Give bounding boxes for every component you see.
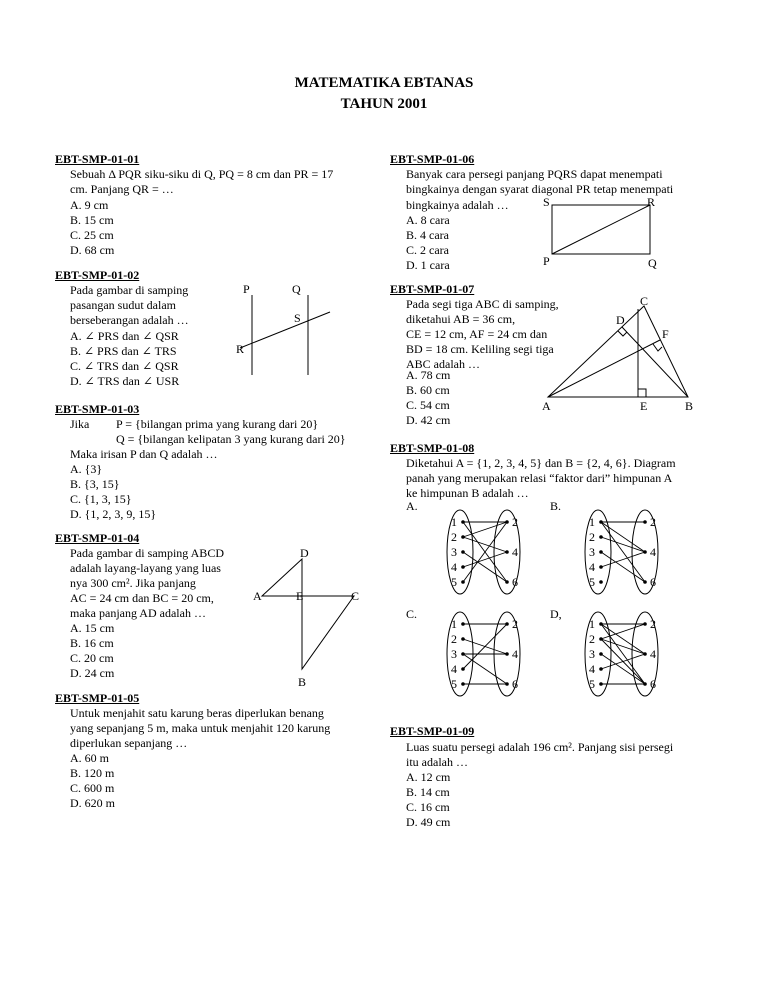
question-text: cm. Panjang QR = … [70, 182, 174, 196]
label-r: R [236, 342, 245, 356]
option-d: D. 24 cm [70, 666, 115, 680]
question-text: diketahui AB = 36 cm, [406, 312, 516, 326]
set-a-element: 1 [589, 617, 595, 631]
relation-arrow [463, 624, 507, 669]
set-a-element: 1 [589, 515, 595, 529]
question-text: bingkainya dengan syarat diagonal PR tetap menempati [406, 182, 674, 196]
set-b-element: 4 [650, 545, 656, 559]
option-label-c: C. [406, 607, 418, 621]
set-b-element: 2 [650, 515, 656, 529]
set-b-element: 6 [512, 575, 518, 589]
option-d: D. 49 cm [406, 815, 451, 829]
question-text: yang sepanjang 5 m, maka untuk menjahit 120 karung [70, 721, 331, 735]
question-text: bingkainya adalah … [406, 198, 509, 212]
title-line1: MATEMATIKA EBTANAS [294, 75, 474, 91]
question-text: Untuk menjahit satu karung beras diperlukan benang [70, 706, 324, 720]
triangle-figure [540, 295, 700, 415]
title-line2: TAHUN 2001 [340, 96, 428, 112]
question-text: nya 300 cm². Jika panjang [70, 576, 196, 590]
option-b: B. {3, 15} [70, 477, 120, 491]
question-code: EBT-SMP-01-08 [390, 441, 475, 455]
option-b: B. ∠ PRS dan ∠ TRS [70, 344, 177, 358]
option-d: D. {1, 2, 3, 9, 15} [70, 507, 157, 521]
relation-arrow [601, 654, 645, 684]
question-text: maka panjang AD adalah … [70, 606, 206, 620]
set-b-element: 4 [512, 647, 518, 661]
question-text: Sebuah Δ PQR siku-siku di Q, PQ = 8 cm dan PR = 17 [70, 167, 334, 181]
option-a: A. 9 cm [70, 198, 109, 212]
label-a: A [542, 399, 551, 413]
question-text: pasangan sudut dalam [70, 298, 176, 312]
set-a-element: 2 [589, 530, 595, 544]
question-text: CE = 12 cm, AF = 24 cm dan [406, 327, 548, 341]
set-a-element: 4 [451, 662, 457, 676]
question-code: EBT-SMP-01-04 [55, 531, 140, 545]
label-b: B [298, 675, 307, 689]
question-text: panah yang merupakan relasi “faktor dari” himpunan A [406, 471, 673, 485]
option-b: B. 16 cm [70, 636, 114, 650]
relation-arrow [601, 537, 645, 552]
set-b-element: 2 [512, 617, 518, 631]
question-text: Pada gambar di samping [70, 283, 189, 297]
option-c: C. 600 m [70, 781, 115, 795]
arrow-diagram-c [445, 610, 535, 700]
arrow-diagram-a [445, 508, 535, 598]
label-a: A [253, 589, 262, 603]
set-a-element: 2 [451, 530, 457, 544]
label-s: S [294, 311, 301, 325]
set-b-element: 4 [650, 647, 656, 661]
option-a: A. 78 cm [406, 368, 451, 382]
set-q-definition: Q = {bilangan kelipatan 3 yang kurang dari 20} [116, 432, 346, 446]
option-c: C. ∠ TRS dan ∠ QSR [70, 359, 179, 373]
question-text: BD = 18 cm. Keliling segi tiga [406, 342, 554, 356]
set-a-element: 4 [589, 560, 595, 574]
option-b: B. 60 cm [406, 383, 450, 397]
option-d: D. 1 cara [406, 258, 450, 272]
option-c: C. {1, 3, 15} [70, 492, 132, 506]
option-label-b: B. [550, 499, 562, 513]
set-a-element: 4 [589, 662, 595, 676]
option-c: C. 25 cm [70, 228, 114, 242]
question-text: adalah layang-layang yang luas [70, 561, 221, 575]
question-code: EBT-SMP-01-06 [390, 152, 475, 166]
option-b: B. 4 cara [406, 228, 449, 242]
option-b: B. 14 cm [406, 785, 450, 799]
question-text: berseberangan adalah … [70, 313, 189, 327]
question-code: EBT-SMP-01-01 [55, 152, 140, 166]
question-text: Pada segi tiga ABC di samping, [406, 297, 559, 311]
option-d: D. ∠ TRS dan ∠ USR [70, 374, 180, 388]
relation-arrow [601, 654, 645, 669]
label-r: R [647, 195, 656, 209]
set-a-element: 4 [451, 560, 457, 574]
label-d: D [616, 313, 625, 327]
relation-arrow [463, 537, 507, 552]
set-a-element: 5 [451, 677, 457, 691]
option-a: A. 8 cara [406, 213, 450, 227]
option-b: B. 120 m [70, 766, 115, 780]
set-a-element: 2 [589, 632, 595, 646]
relation-arrow [601, 624, 645, 654]
option-a: A. 60 m [70, 751, 109, 765]
option-b: B. 15 cm [70, 213, 114, 227]
option-d: D. 620 m [70, 796, 115, 810]
question-text: Diketahui A = {1, 2, 3, 4, 5} dan B = {2, 4, 6}. Diagram [406, 456, 676, 470]
jika-label: Jika [70, 417, 90, 431]
relation-arrow [601, 522, 645, 582]
label-e: E [296, 589, 304, 603]
option-a: A. 12 cm [406, 770, 451, 784]
set-b-element: 2 [512, 515, 518, 529]
rectangle-figure [540, 195, 670, 270]
relation-arrow [463, 552, 507, 567]
label-c: C [640, 294, 649, 308]
set-a-element: 3 [451, 647, 457, 661]
set-b-element: 6 [650, 575, 656, 589]
question-code: EBT-SMP-01-07 [390, 282, 475, 296]
set-a-element: 5 [589, 677, 595, 691]
option-label-a: A. [406, 499, 418, 513]
set-a-element: 2 [451, 632, 457, 646]
relation-arrow [601, 522, 645, 552]
set-a-element: 1 [451, 515, 457, 529]
label-e: E [640, 399, 648, 413]
set-a-dot [599, 580, 603, 584]
relation-arrow [463, 654, 507, 684]
set-a-element: 3 [451, 545, 457, 559]
set-a-element: 1 [451, 617, 457, 631]
option-a: A. 15 cm [70, 621, 115, 635]
set-a-element: 3 [589, 545, 595, 559]
relation-arrow [601, 639, 645, 654]
option-label-d: D, [550, 607, 562, 621]
option-d: D. 42 cm [406, 413, 451, 427]
set-a-element: 3 [589, 647, 595, 661]
option-c: C. 2 cara [406, 243, 449, 257]
label-d: D [300, 546, 309, 560]
parallel-lines-figure [230, 280, 370, 380]
option-c: C. 20 cm [70, 651, 114, 665]
question-text: itu adalah … [406, 755, 468, 769]
label-s: S [543, 195, 550, 209]
option-a: A. {3} [70, 462, 103, 476]
question-code: EBT-SMP-01-03 [55, 402, 140, 416]
label-b: B [685, 399, 694, 413]
option-c: C. 54 cm [406, 398, 450, 412]
set-p-definition: P = {bilangan prima yang kurang dari 20} [116, 417, 319, 431]
relation-arrow [601, 552, 645, 567]
question-code: EBT-SMP-01-02 [55, 268, 140, 282]
question-code: EBT-SMP-01-05 [55, 691, 140, 705]
kite-figure [248, 545, 368, 695]
set-b-element: 6 [512, 677, 518, 691]
option-d: D. 68 cm [70, 243, 115, 257]
question-text: ke himpunan B adalah … [406, 486, 529, 500]
arrow-diagram-d [583, 610, 673, 700]
label-q: Q [648, 256, 657, 270]
set-b-element: 6 [650, 677, 656, 691]
relation-arrow [601, 552, 645, 582]
relation-arrow [601, 624, 645, 684]
label-c: C [351, 589, 360, 603]
question-text: Maka irisan P dan Q adalah … [70, 447, 218, 461]
set-b-element: 2 [650, 617, 656, 631]
question-text: ABC adalah … [406, 357, 480, 371]
arrow-diagram-b [583, 508, 673, 598]
question-text: Pada gambar di samping ABCD [70, 546, 224, 560]
label-q: Q [292, 282, 301, 296]
set-a-element: 5 [451, 575, 457, 589]
question-code: EBT-SMP-01-09 [390, 724, 475, 738]
label-p: P [543, 254, 550, 268]
set-b-element: 4 [512, 545, 518, 559]
set-a-element: 5 [589, 575, 595, 589]
label-f: F [662, 327, 669, 341]
question-text: Luas suatu persegi adalah 196 cm². Panjang sisi persegi [406, 740, 674, 754]
option-a: A. ∠ PRS dan ∠ QSR [70, 329, 179, 343]
relation-arrow [463, 552, 507, 582]
question-text: Banyak cara persegi panjang PQRS dapat menempati [406, 167, 663, 181]
question-text: AC = 24 cm dan BC = 20 cm, [70, 591, 214, 605]
label-p: P [243, 282, 250, 296]
option-c: C. 16 cm [406, 800, 450, 814]
question-text: diperlukan sepanjang … [70, 736, 188, 750]
